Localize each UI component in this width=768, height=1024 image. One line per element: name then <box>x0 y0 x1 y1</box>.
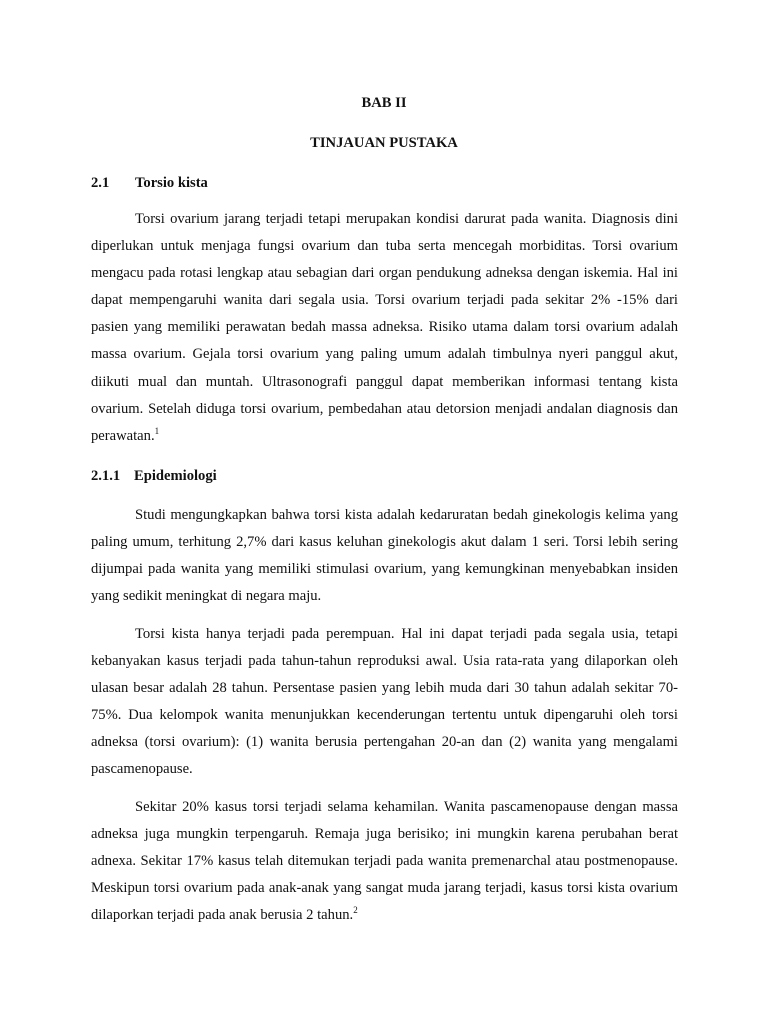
paragraph-torsio-kista <box>91 206 678 450</box>
section-heading-2-1 <box>91 174 208 192</box>
paragraph-text: Studi mengungkapkan bahwa torsi kista adalah kedaruratan bedah ginekologis kelima yang paling umum, terhitung 2,7% dari kasus keluhan ginekologis akut dalam 1 seri. Torsi lebih sering dijumpai pada wanita yang memiliki stimulasi ovarium, yang kemungkinan menyebabkan insiden yang sedikit meningkat di negara maju. <box>91 507 678 605</box>
footnote-ref: 1 <box>154 425 160 436</box>
footnote-ref: 2 <box>353 905 358 916</box>
paragraph-epidemiologi-1 <box>91 502 678 610</box>
section-title: Epidemiologi <box>134 468 217 484</box>
section-number: 2.1.1 <box>91 468 121 484</box>
section-number: 2.1 <box>91 175 110 191</box>
paragraph-text: Torsi ovarium jarang terjadi tetapi merupakan kondisi darurat pada wanita. Diagnosis dini diperlukan untuk menjaga fungsi ovarium dan tuba serta mencegah morbiditas. Torsi ovarium mengacu pada rotasi lengkap atau sebagian dari organ pendukung adneksa dengan iskemia. Hal ini dapat mempengaruhi wanita dari segala usia. Torsi ovarium terjadi pada sekitar 2% -15% dari pasien yang memiliki perawatan bedah massa adneksa. Risiko utama dalam torsi ovarium adalah massa ovarium. Gejala torsi ovarium yang paling umum adalah timbulnya nyeri panggul akut, diikuti mual dan muntah. Ultrasonografi panggul dapat memberikan informasi tentang kista ovarium. Setelah diduga torsi ovarium, pembedahan atau detorsion menjadi andalan diagnosis dan perawatan. <box>91 211 678 444</box>
paragraph-text: Sekitar 20% kasus torsi terjadi selama kehamilan. Wanita pascamenopause dengan massa adneksa juga mungkin terpengaruh. Remaja juga berisiko; ini mungkin karena perubahan berat adnexa. Sekitar 17% kasus telah ditemukan terjadi pada wanita premenarchal atau postmenopause. Meskipun torsi ovarium pada anak-anak yang sangat muda jarang terjadi, kasus torsi kista ovarium dilaporkan terjadi pada anak berusia 2 tahun. <box>91 799 678 924</box>
chapter-title: TINJAUAN PUSTAKA <box>310 135 458 151</box>
section-title: Torsio kista <box>135 175 208 191</box>
section-heading-2-1-1 <box>91 467 217 485</box>
paragraph-text: Torsi kista hanya terjadi pada perempuan. Hal ini dapat terjadi pada segala usia, tetapi kebanyakan kasus terjadi pada tahun-tahun reproduksi awal. Usia rata-rata yang dilaporkan oleh ulasan besar adalah 28 tahun. Persentase pasien yang lebih muda dari 30 tahun adalah sekitar 70-75%. Dua kelompok wanita menunjukkan kecenderungan tertentu untuk dipengaruhi oleh torsi adneksa (torsi ovarium): (1) wanita berusia pertengahan 20-an dan (2) wanita yang mengalami pascamenopause. <box>91 626 678 778</box>
paragraph-epidemiologi-2 <box>91 621 678 784</box>
chapter-number: BAB II <box>361 95 407 111</box>
paragraph-epidemiologi-3 <box>91 794 678 929</box>
